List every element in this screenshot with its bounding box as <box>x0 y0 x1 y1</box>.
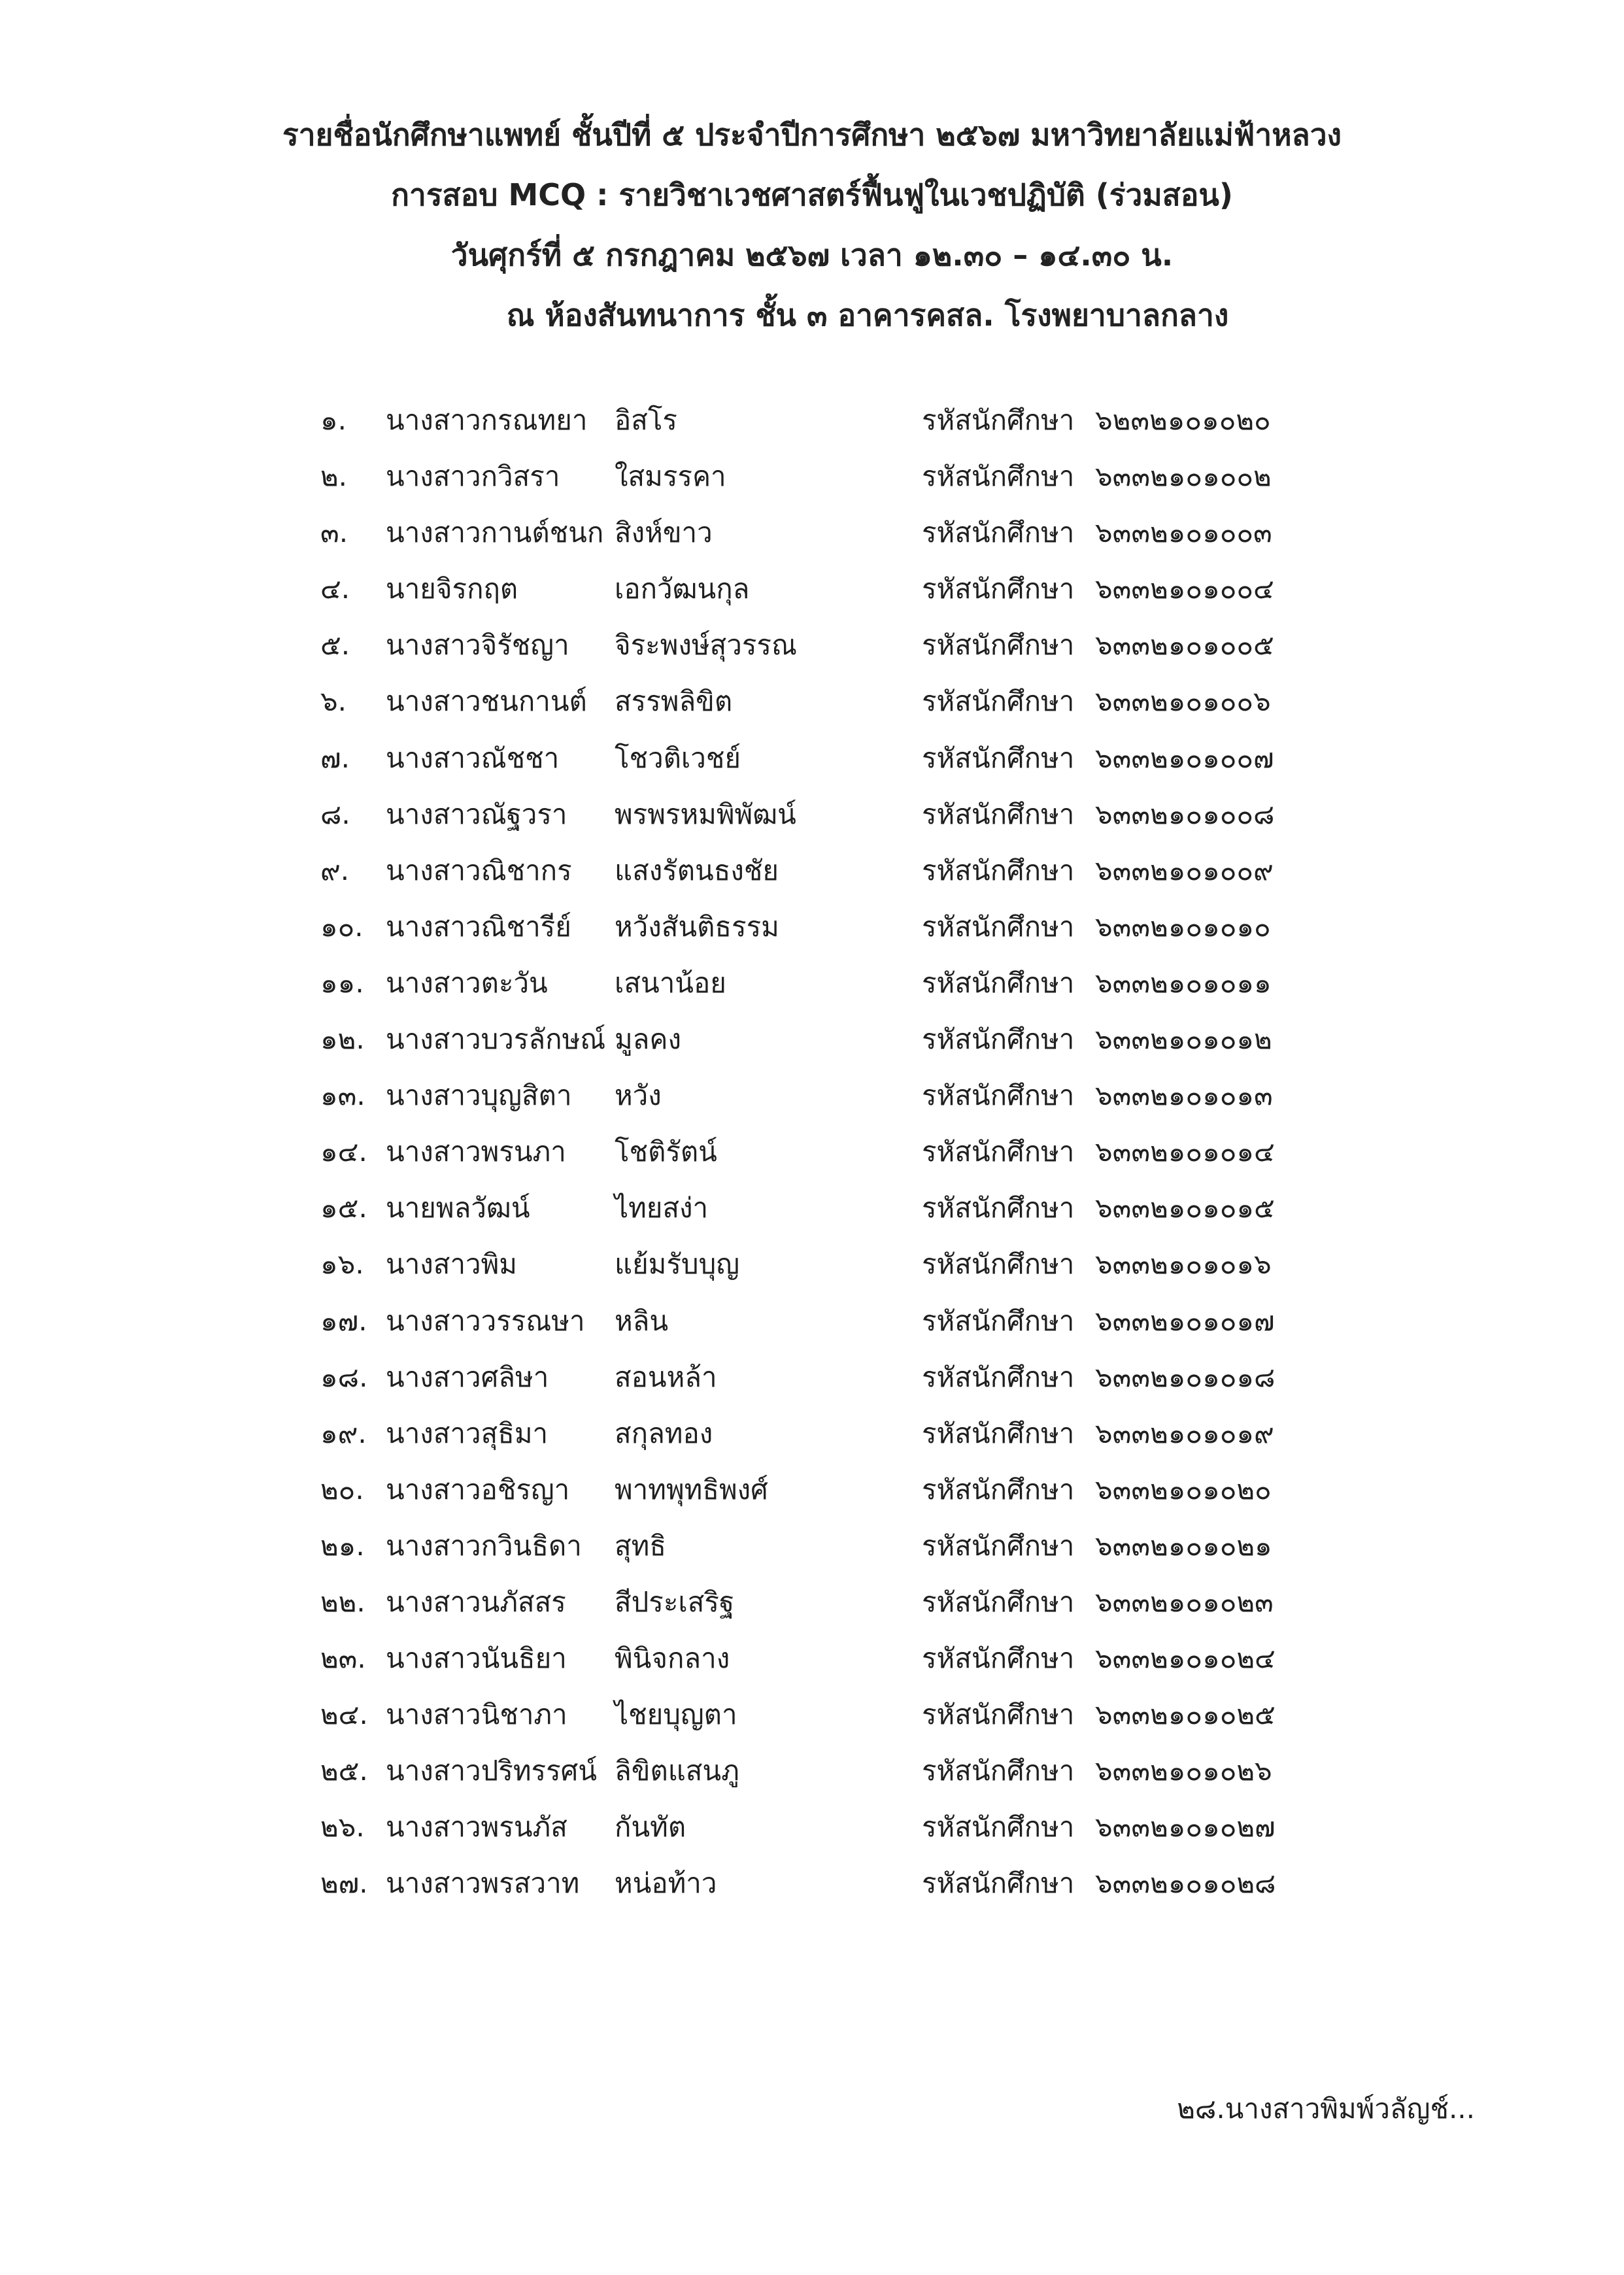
student-id-label: รหัสนักศึกษา <box>922 1079 1075 1112</box>
student-id-code: ๖๓๓๒๑๐๑๐๒๐ <box>1095 1473 1272 1506</box>
student-first-name: นางสาวพรนภัส <box>386 1811 567 1844</box>
student-last-name: ไชยบุญตา <box>615 1698 737 1731</box>
list-item <box>320 899 1314 955</box>
student-id-code: ๖๓๓๒๑๐๑๐๑๗ <box>1095 1304 1275 1337</box>
student-first-name: นางสาวตะวัน <box>386 966 548 999</box>
student-number: ๒๖. <box>320 1811 365 1844</box>
student-number: ๒๐. <box>320 1473 364 1506</box>
student-id-code: ๖๓๓๒๑๐๑๐๒๕ <box>1095 1698 1276 1731</box>
student-last-name: กันทัต <box>615 1811 686 1844</box>
student-first-name: นางสาวบุญสิตา <box>386 1079 572 1112</box>
student-last-name: สกุลทอง <box>615 1417 713 1449</box>
student-id-code: ๖๓๓๒๑๐๑๐๐๒ <box>1095 460 1272 493</box>
header-location: ณ ห้องสันทนาการ ชั้น ๓ อาคารคสล. โรงพยาบาลกลาง <box>506 297 1229 333</box>
student-id-code: ๖๓๓๒๑๐๑๐๑๒ <box>1095 1023 1272 1056</box>
student-list <box>320 392 1314 1912</box>
student-number: ๑๕. <box>320 1192 367 1224</box>
student-first-name: นางสาวนันธิยา <box>386 1642 567 1675</box>
student-number: ๑. <box>320 404 347 436</box>
student-id-label: รหัสนักศึกษา <box>922 854 1075 886</box>
student-last-name: ใสมรรคา <box>615 460 726 493</box>
list-item <box>320 1180 1314 1236</box>
student-number: ๘. <box>320 798 350 830</box>
student-id-code: ๖๓๓๒๑๐๑๐๑๖ <box>1095 1248 1272 1281</box>
student-id-label: รหัสนักศึกษา <box>922 1248 1075 1281</box>
student-id-label: รหัสนักศึกษา <box>922 460 1075 493</box>
student-id-code: ๖๓๓๒๑๐๑๐๒๔ <box>1095 1642 1276 1675</box>
student-last-name: อิสโร <box>615 404 677 436</box>
student-first-name: นางสาวพิม <box>386 1248 517 1281</box>
student-first-name: นางสาวอชิรญา <box>386 1473 570 1506</box>
student-last-name: สรรพลิขิต <box>615 685 733 718</box>
list-item <box>320 1349 1314 1406</box>
student-number: ๑๒. <box>320 1023 365 1056</box>
student-id-label: รหัสนักศึกษา <box>922 404 1075 436</box>
student-first-name: นางสาวพรนภา <box>386 1136 566 1168</box>
student-id-label: รหัสนักศึกษา <box>922 1698 1075 1731</box>
list-item <box>320 1462 1314 1518</box>
list-item <box>320 1011 1314 1068</box>
student-number: ๔. <box>320 573 350 605</box>
student-first-name: นางสาวสุธิมา <box>386 1417 549 1449</box>
student-id-label: รหัสนักศึกษา <box>922 573 1075 605</box>
list-item <box>320 1855 1314 1912</box>
student-number: ๒๑. <box>320 1529 365 1562</box>
student-number: ๒๕. <box>320 1755 368 1787</box>
student-number: ๒. <box>320 460 348 493</box>
student-last-name: สีประเสริฐ <box>615 1585 735 1618</box>
list-item <box>320 730 1314 786</box>
list-item <box>320 1574 1314 1630</box>
student-last-name: สอนหล้า <box>615 1360 717 1393</box>
student-last-name: ไทยสง่า <box>615 1192 709 1224</box>
student-first-name: นางสาวณัฐวรา <box>386 798 567 830</box>
student-last-name: เอกวัฒนกุล <box>615 573 750 605</box>
student-number: ๒๓. <box>320 1642 366 1675</box>
student-id-label: รหัสนักศึกษา <box>922 685 1075 718</box>
student-number: ๙. <box>320 854 350 886</box>
student-last-name: สุทธิ <box>615 1529 666 1562</box>
student-first-name: นางสาววรรณษา <box>386 1304 585 1337</box>
document-header <box>0 105 1624 345</box>
student-last-name: มูลคง <box>615 1023 682 1056</box>
student-id-label: รหัสนักศึกษา <box>922 1360 1075 1393</box>
student-id-code: ๖๒๓๒๑๐๑๐๒๐ <box>1095 404 1271 436</box>
header-exam-subject: การสอบ MCQ : รายวิชาเวชศาสตร์ฟื้นฟูในเวชปฏิบัติ (ร่วมสอน) <box>391 177 1233 212</box>
student-id-code: ๖๓๓๒๑๐๑๐๐๔ <box>1095 573 1274 605</box>
student-last-name: จิระพงษ์สุวรรณ <box>615 629 797 662</box>
student-number: ๕. <box>320 629 350 662</box>
list-item <box>320 1068 1314 1124</box>
student-first-name: นายจิรกฤต <box>386 573 518 605</box>
student-last-name: ลิขิตแสนภู <box>615 1755 739 1787</box>
student-last-name: โชวติเวชย์ <box>615 741 741 774</box>
student-id-code: ๖๓๓๒๑๐๑๐๑๓ <box>1095 1079 1273 1112</box>
student-number: ๑๖. <box>320 1248 364 1281</box>
list-item <box>320 843 1314 899</box>
student-last-name: เสนาน้อย <box>615 966 726 999</box>
student-id-code: ๖๓๓๒๑๐๑๐๒๓ <box>1095 1585 1274 1618</box>
list-item <box>320 1630 1314 1687</box>
student-id-label: รหัสนักศึกษา <box>922 1417 1075 1449</box>
student-first-name: นางสาวพรสวาท <box>386 1867 580 1900</box>
student-id-label: รหัสนักศึกษา <box>922 1755 1075 1787</box>
student-first-name: นายพลวัฒน์ <box>386 1192 530 1224</box>
student-id-label: รหัสนักศึกษา <box>922 966 1075 999</box>
student-id-label: รหัสนักศึกษา <box>922 741 1075 774</box>
student-id-code: ๖๓๓๒๑๐๑๐๑๑ <box>1095 966 1272 999</box>
student-number: ๑๘. <box>320 1360 368 1393</box>
student-first-name: นางสาวณัชชา <box>386 741 560 774</box>
continuation-note: ๒๘.นางสาวพิมพ์วลัญช์... <box>1177 2093 1475 2125</box>
student-number: ๗. <box>320 741 350 774</box>
student-first-name: นางสาวณิชากร <box>386 854 572 886</box>
student-last-name: แย้มรับบุญ <box>615 1248 740 1281</box>
student-id-label: รหัสนักศึกษา <box>922 1192 1075 1224</box>
list-item <box>320 617 1314 673</box>
header-title: รายชื่อนักศึกษาแพทย์ ชั้นปีที่ ๕ ประจำปีการศึกษา ๒๕๖๗ มหาวิทยาลัยแม่ฟ้าหลวง <box>282 117 1342 152</box>
list-item <box>320 1406 1314 1462</box>
student-id-label: รหัสนักศึกษา <box>922 1304 1075 1337</box>
student-id-label: รหัสนักศึกษา <box>922 1023 1075 1056</box>
student-last-name: หน่อท้าว <box>615 1867 717 1900</box>
student-last-name: หวัง <box>615 1079 662 1112</box>
student-number: ๑๑. <box>320 966 364 999</box>
student-first-name: นางสาวชนกานต์ <box>386 685 587 718</box>
student-first-name: นางสาวกานต์ชนก <box>386 516 604 549</box>
student-id-label: รหัสนักศึกษา <box>922 1473 1075 1506</box>
student-id-code: ๖๓๓๒๑๐๑๐๑๕ <box>1095 1192 1275 1224</box>
student-id-code: ๖๓๓๒๑๐๑๐๒๘ <box>1095 1867 1276 1900</box>
student-id-label: รหัสนักศึกษา <box>922 1642 1075 1675</box>
student-number: ๑๙. <box>320 1417 367 1449</box>
list-item <box>320 1293 1314 1349</box>
student-id-code: ๖๓๓๒๑๐๑๐๑๙ <box>1095 1417 1274 1449</box>
student-first-name: นางสาวนภัสสร <box>386 1585 566 1618</box>
header-date-time: วันศุกร์ที่ ๕ กรกฎาคม ๒๕๖๗ เวลา ๑๒.๓๐ – ๑๔.๓๐ น. <box>450 237 1174 273</box>
student-last-name: พาทพุทธิพงศ์ <box>615 1473 768 1506</box>
list-item <box>320 955 1314 1011</box>
student-last-name: โชติรัตน์ <box>615 1136 717 1168</box>
student-last-name: แสงรัตนธงชัย <box>615 854 779 886</box>
student-last-name: หลิน <box>615 1304 669 1337</box>
student-number: ๖. <box>320 685 347 718</box>
student-id-code: ๖๓๓๒๑๐๑๐๐๗ <box>1095 741 1274 774</box>
student-id-code: ๖๓๓๒๑๐๑๐๐๕ <box>1095 629 1274 662</box>
student-id-label: รหัสนักศึกษา <box>922 1811 1075 1844</box>
student-last-name: หวังสันติธรรม <box>615 910 779 943</box>
student-id-code: ๖๓๓๒๑๐๑๐๑๔ <box>1095 1136 1275 1168</box>
student-number: ๑๗. <box>320 1304 367 1337</box>
student-number: ๑๔. <box>320 1136 367 1168</box>
student-id-label: รหัสนักศึกษา <box>922 1867 1075 1900</box>
list-item <box>320 561 1314 617</box>
student-first-name: นางสาวนิชาภา <box>386 1698 567 1731</box>
student-first-name: นางสาวบวรลักษณ์ <box>386 1023 606 1056</box>
student-id-code: ๖๓๓๒๑๐๑๐๒๖ <box>1095 1755 1272 1787</box>
student-id-label: รหัสนักศึกษา <box>922 910 1075 943</box>
list-item <box>320 448 1314 505</box>
student-id-label: รหัสนักศึกษา <box>922 798 1075 830</box>
student-first-name: นางสาวจิรัชญา <box>386 629 569 662</box>
student-id-code: ๖๓๓๒๑๐๑๐๑๐ <box>1095 910 1271 943</box>
student-id-code: ๖๓๓๒๑๐๑๐๐๙ <box>1095 854 1274 886</box>
student-first-name: นางสาวกวิสรา <box>386 460 560 493</box>
student-number: ๑๓. <box>320 1079 365 1112</box>
list-item <box>320 1687 1314 1743</box>
student-id-label: รหัสนักศึกษา <box>922 516 1075 549</box>
list-item <box>320 673 1314 730</box>
student-last-name: สิงห์ขาว <box>615 516 713 549</box>
student-id-code: ๖๓๓๒๑๐๑๐๒๑ <box>1095 1529 1272 1562</box>
list-item <box>320 1124 1314 1180</box>
student-number: ๒๒. <box>320 1585 365 1618</box>
student-id-code: ๖๓๓๒๑๐๑๐๑๘ <box>1095 1360 1276 1393</box>
student-number: ๓. <box>320 516 348 549</box>
list-item <box>320 1236 1314 1292</box>
student-first-name: นางสาวกวินธิดา <box>386 1529 582 1562</box>
student-id-code: ๖๓๓๒๑๐๑๐๒๗ <box>1095 1811 1276 1844</box>
student-id-code: ๖๓๓๒๑๐๑๐๐๓ <box>1095 516 1272 549</box>
list-item <box>320 505 1314 561</box>
student-first-name: นางสาวกรณทยา <box>386 404 588 436</box>
student-first-name: นางสาวปริทรรศน์ <box>386 1755 597 1787</box>
student-number: ๒๔. <box>320 1698 368 1731</box>
student-number: ๑๐. <box>320 910 364 943</box>
student-first-name: นางสาวศลิษา <box>386 1360 549 1393</box>
student-id-label: รหัสนักศึกษา <box>922 1529 1075 1562</box>
student-id-label: รหัสนักศึกษา <box>922 629 1075 662</box>
student-first-name: นางสาวณิชารีย์ <box>386 910 571 943</box>
list-item <box>320 1518 1314 1574</box>
student-id-code: ๖๓๓๒๑๐๑๐๐๘ <box>1095 798 1275 830</box>
list-item <box>320 1799 1314 1855</box>
student-id-code: ๖๓๓๒๑๐๑๐๐๖ <box>1095 685 1271 718</box>
student-last-name: พินิจกลาง <box>615 1642 730 1675</box>
student-id-label: รหัสนักศึกษา <box>922 1585 1075 1618</box>
student-number: ๒๗. <box>320 1867 368 1900</box>
list-item <box>320 392 1314 448</box>
list-item <box>320 786 1314 843</box>
student-last-name: พรพรหมพิพัฒน์ <box>615 798 796 830</box>
list-item <box>320 1743 1314 1799</box>
student-id-label: รหัสนักศึกษา <box>922 1136 1075 1168</box>
